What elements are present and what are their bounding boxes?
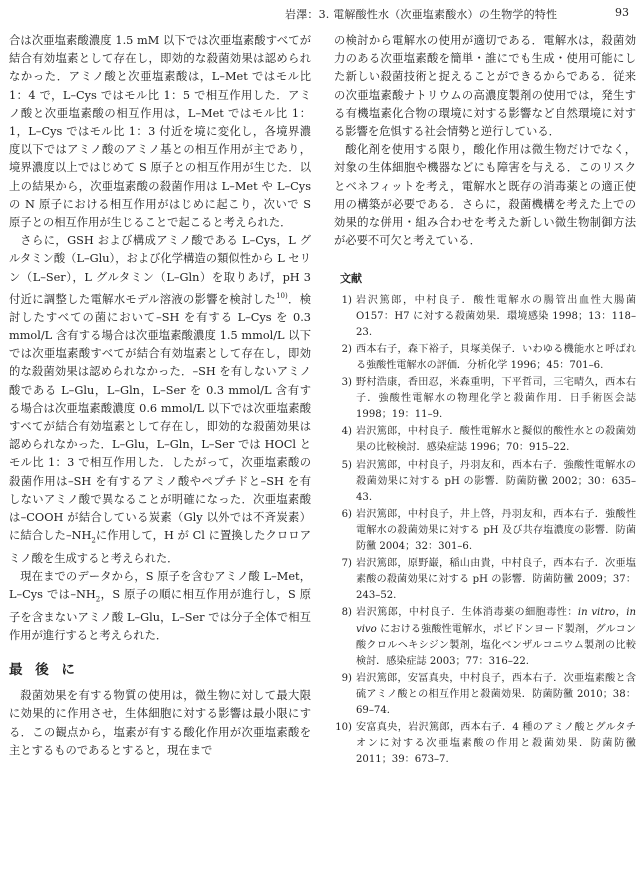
reference-text: 岩沢篤郎，中村良子，丹羽友和，西本右子．強酸性電解水の殺菌効果に対する pH の影響．防菌防黴 2002；30：635–43. — [356, 459, 636, 503]
paragraph-text: ．検討したすべての菌において–SH を有する L–Cys を 0.3 mmol/L 含有する場合は次亜塩素酸濃度 1.5 mmol/L 以下では次亜塩素酸すべてが結合有効塩素として存在し，即効的な殺菌効果は認められなかった．–SH を有しないアミノ酸である L–Glu，L–Gln，L–Ser を 0.3 mmol/L 含有する場合は次亜塩素酸濃度 0.6 mmol/L 以下では次亜塩素酸すべてが結合有効塩素として存在し，即効的な殺菌効果は認められなかった．L–Glu，L–Gln，L–Ser では HOCl とモル比 1：3 で相互作用した．したがって，次亜塩素酸の殺菌作用は–SH を有するアミノ酸やペプチドと–SH を有しないアミノ酸で異なることが明確になった．次亜塩素酸は–COOH が結合している炭素（Gly 以外では不斉炭素）に結合した–NH — [9, 292, 311, 543]
left-column — [9, 32, 311, 760]
reference-number: 5) — [341, 459, 352, 471]
reference-item — [334, 293, 636, 341]
paragraph-text: 現在までのデータから，S 原子を含むアミノ酸 L–Met，L–Cys では–NH — [9, 569, 311, 602]
paragraph — [9, 568, 311, 645]
paragraph-text: ，S 原子の順に相互作用が進行し，S 原子を含まないアミノ酸 L–Glu，L–Ser では分子全体で相互作用が進行すると考えられた． — [9, 588, 312, 642]
reference-item — [334, 720, 636, 768]
subscript: 2 — [95, 595, 101, 604]
reference-list — [334, 293, 636, 769]
paragraph — [9, 232, 311, 568]
reference-item — [334, 458, 636, 506]
reference-number: 7) — [341, 558, 352, 570]
reference-item — [334, 507, 636, 555]
reference-number: 4) — [341, 426, 352, 438]
page-number: 93 — [615, 6, 629, 19]
reference-text: における強酸性電解水，ポビドンヨード製剤，グルコン酸クロルヘキシジン製剤，塩化ベンザルコニウム製剤の比較検討．感染症誌 2003；77：316–22. — [356, 623, 636, 667]
reference-number: 1) — [341, 294, 352, 306]
reference-text: 岩沢篤郎，中村良子．酸性電解水の腸管出血性大腸菌 O157：H7 に対する殺菌効果．環境感染 1998；13：118–23. — [356, 294, 636, 338]
running-header — [0, 6, 643, 26]
reference-text: 岩沢篤郎，中村良子，井上啓，丹羽友和，西本右子．強酸性電解水の殺菌効果に対する pH 及び共存塩濃度の影響．防菌防黴 2004；32：301–6. — [356, 508, 636, 553]
reference-item — [334, 605, 636, 669]
reference-item — [334, 671, 636, 719]
reference-number: 9) — [341, 672, 352, 684]
reference-item — [334, 342, 636, 374]
reference-number: 6) — [341, 508, 352, 520]
italic-term: in vivo — [356, 607, 637, 635]
reference-number: 2) — [341, 343, 352, 355]
reference-text: 岩沢篤郎，安冨真央，中村良子，西本右子．次亜塩素酸と含硫アミノ酸との相互作用と殺菌効果．防菌防黴 2010；38：69–74. — [356, 672, 636, 716]
paragraph: 殺菌効果を有する物質の使用は，微生物に対して最大限に効果的に作用させ，生体細胞に対する影響は最小限にする．この観点から，塩素が有する酸化作用が次亜塩素酸を主とするものであるとすると，現在まで — [9, 689, 311, 757]
reference-text: 野村浩康，香田忍，米森重明，下平哲司，三宅晴久，西本右子．強酸性電解水の物理化学と殺菌作用．日手術医会誌 1998；19：11–9. — [356, 377, 636, 421]
paragraph-text: に作用して，H が Cl に置換したクロロアミノ酸を生成すると考えられた． — [9, 529, 311, 565]
reference-text: 岩沢篤郎，中村良子．生体消毒薬の細胞毒性： — [356, 607, 578, 619]
reference-text: ， — [615, 607, 627, 619]
section-heading: 最 後 に — [9, 661, 79, 678]
subscript: 2 — [91, 536, 96, 545]
reference-text: 西本右子，森下裕子，貝塚美保子．いわゆる機能水と呼ばれる強酸性電解水の評価．分析化学 1996；45：701–6. — [356, 343, 636, 372]
paragraph: 合は次亜塩素酸濃度 1.5 mM 以下では次亜塩素酸すべてが結合有効塩素として存在し，即効的な殺菌効果は認められなかった．アミノ酸と次亜塩素酸は，L–Met ではモル比 1：4 で，L–Cys ではモル比 1：5 で相互作用した．アミノ酸と次亜塩素酸の相互作用は，L–Met ではモル比 1：1，L–Cys ではモル比 1：3 付近を境に変化し，各境界濃度以下ではアミノ酸のアミノ基との相互作用が主であり，境界濃度以上ではじめて S 原子との相互作用が生じた．以上の結果から，次亜塩素酸の殺菌作用は L–Met や L–Cys の N 原子における相互作用がはじめに起こり，次いで S 原子との相互作用が生じることで起こると考えられた． — [9, 34, 311, 230]
right-column — [334, 32, 636, 769]
reference-number: 10) — [335, 722, 352, 734]
reference-item — [334, 424, 636, 456]
reference-number: 3) — [341, 377, 352, 389]
citation-marker: 10) — [276, 291, 288, 300]
reference-number: 8) — [341, 607, 352, 619]
reference-text: 安富真央，岩沢篤郎，西本右子．4 種のアミノ酸とグルタチオンに対する次亜塩素酸の作用と殺菌効果．防菌防黴 2011；39：673–7. — [356, 722, 636, 766]
reference-item — [334, 375, 636, 423]
running-title: 岩澤：3. 電解酸性水（次亜塩素酸水）の生物学的特性 — [285, 8, 558, 21]
reference-text: 岩沢篤郎，原野巌，稲山由貴，中村良子，西本右子．次亜塩素酸の殺菌効果に対する pH の影響．防菌防黴 2009；37：243–52. — [356, 558, 636, 602]
paragraph-text: さらに，GSH および構成アミノ酸である L–Cys，L グルタミン酸（L–Glu），および化学構造の類似性から L セリン（L–Ser），L グルタミン（L–Gln）を取りあげ，pH 3 付近に調整した電解水モデル溶液の影響を検討した — [9, 234, 311, 306]
reference-item — [334, 556, 636, 604]
paragraph: の検討から電解水の使用が適切である．電解水は，殺菌効力のある次亜塩素酸を簡単・誰にでも生成・使用可能にした新しい殺菌技術と捉えることができるからである．従来の次亜塩素酸ナトリウムの高濃度製剤の使用では，発生する有機塩素化合物の環境に対する影響など自然環境に対する影響を危惧する社会情勢と逆行している． — [334, 34, 636, 139]
italic-term: in vitro — [577, 607, 616, 619]
paragraph: 酸化剤を使用する限り，酸化作用は微生物だけでなく，対象の生体細胞や機器などにも障害を与える．このリスクとベネフィットを考え，電解水と既存の消毒薬との適正使用の構築が必要である．さらに，殺菌機構を考えた上での効果的な併用・組み合わせを考えた新しい微生物制御方法が必要不可欠と考えている． — [334, 143, 636, 248]
references-title: 文献 — [340, 272, 362, 286]
reference-text: 岩沢篤郎，中村良子．酸性電解水と擬似的酸性水との殺菌効果の比較検討．感染症誌 1996；70：915–22. — [356, 426, 636, 454]
